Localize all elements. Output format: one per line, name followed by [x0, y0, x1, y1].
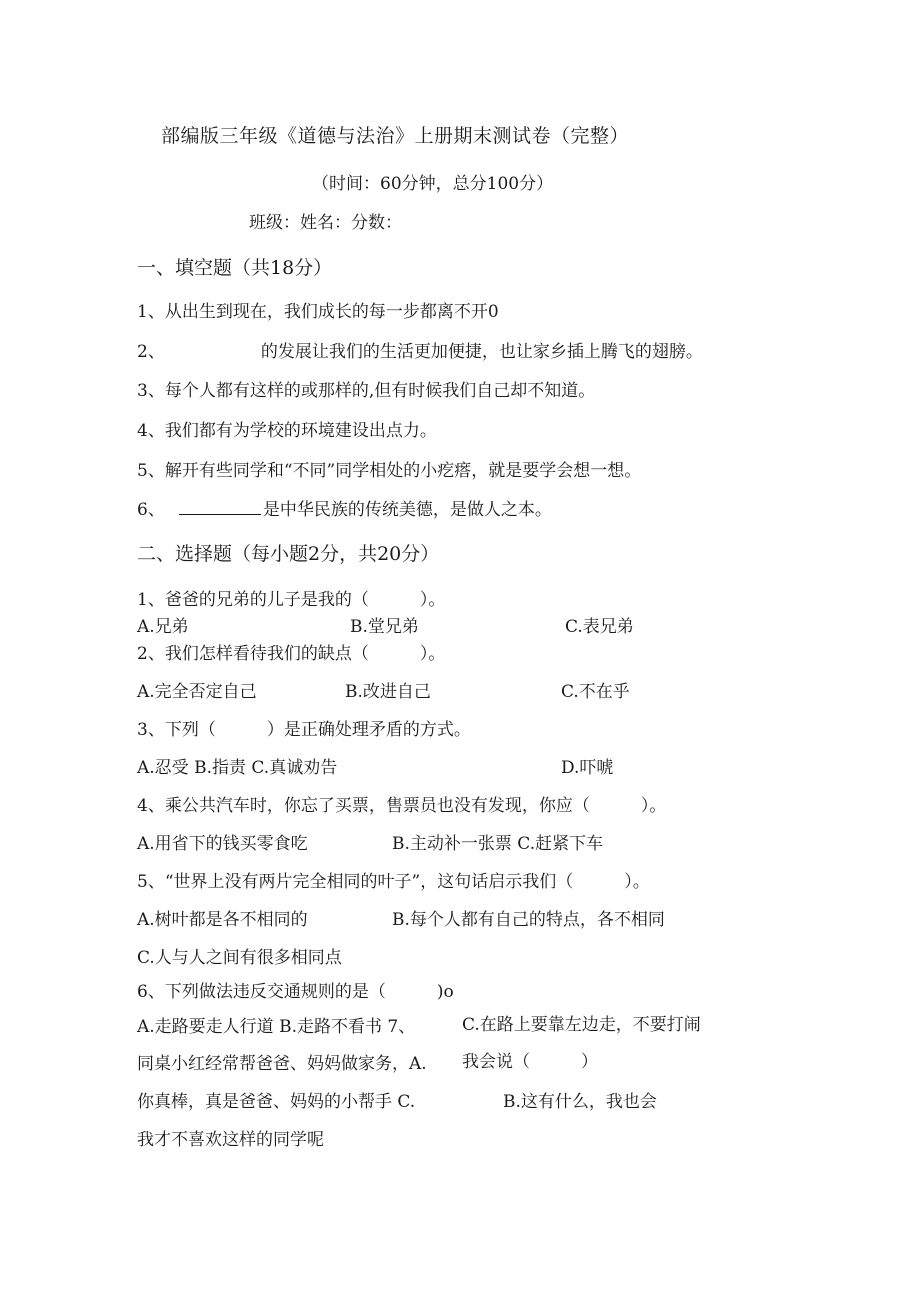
choice-question-3-option-d: D.吓唬: [561, 758, 614, 778]
choice-question-7-option-c: 我才不喜欢这样的同学呢: [137, 1130, 324, 1150]
section-heading-fill-blank: 一、填空题（共18分）: [137, 257, 333, 279]
fill-question-1: 1、从出生到现在，我们成长的每一步都离不开0: [137, 302, 499, 322]
fill-question-6-blank: [179, 498, 261, 515]
choice-question-1-option-c: C.表兄弟: [565, 617, 634, 637]
choice-question-7-option-b: B.这有什么，我也会: [503, 1092, 657, 1112]
section-heading-multiple-choice: 二、选择题（每小题2分，共20分）: [137, 543, 440, 565]
fill-question-6-number: 6、: [137, 500, 165, 520]
choice-question-6-options-ab: A.走路要走人行道 B.走路不看书 7、: [137, 1017, 416, 1037]
fill-question-3: 3、每个人都有这样的或那样的,但有时候我们自己却不知道。: [137, 381, 596, 401]
choice-question-1-option-b: B.堂兄弟: [350, 617, 419, 637]
choice-question-5: 5、“世界上没有两片完全相同的叶子”，这句话启示我们（ ）。: [137, 872, 650, 892]
fill-question-5: 5、解开有些同学和“不同”同学相处的小疙瘩，就是要学会想一想。: [137, 461, 642, 481]
choice-question-5-option-a: A.树叶都是各不相同的: [137, 910, 308, 930]
choice-question-4-options-bc: B.主动补一张票 C.赶紧下车: [392, 834, 604, 854]
fill-question-2: [137, 340, 703, 364]
fill-question-6-text: 是中华民族的传统美德，是做人之本。: [262, 500, 552, 520]
choice-question-6-option-c: C.在路上要靠左边走，不要打闹: [462, 1015, 701, 1035]
choice-question-1: 1、爸爸的兄弟的儿子是我的（ ）。: [137, 590, 446, 610]
choice-question-2: 2、我们怎样看待我们的缺点（ ）。: [137, 644, 446, 664]
student-info-line: 班级：姓名：分数：: [249, 213, 402, 233]
exam-duration: （时间：60分钟，总分100分）: [312, 174, 554, 194]
fill-question-2-number: 2、: [137, 342, 165, 362]
choice-question-2-option-a: A.完全否定自己: [137, 682, 257, 702]
choice-question-7-stem: 同桌小红经常帮爸爸、妈妈做家务，A.: [137, 1054, 427, 1074]
choice-question-1-option-a: A.兄弟: [137, 617, 189, 637]
choice-question-4: 4、乘公共汽车时，你忘了买票，售票员也没有发现，你应（ ）。: [137, 796, 667, 816]
choice-question-6: 6、下列做法违反交通规则的是（ )o: [137, 982, 454, 1002]
choice-question-4-option-a: A.用省下的钱买零食吃: [137, 834, 308, 854]
choice-question-7-option-a: 你真棒，真是爸爸、妈妈的小帮手 C.: [137, 1092, 416, 1112]
page-title: 部编版三年级《道德与法治》上册期末测试卷（完整）: [161, 125, 630, 147]
choice-question-2-option-c: C.不在乎: [561, 682, 630, 702]
choice-question-5-option-b: B.每个人都有自己的特点，各不相同: [392, 910, 665, 930]
fill-question-4: 4、我们都有为学校的环境建设出点力。: [137, 421, 437, 441]
choice-question-2-option-b: B.改进自己: [345, 682, 431, 702]
choice-question-3: 3、下列（ ）是正确处理矛盾的方式。: [137, 720, 471, 740]
choice-question-3-options-abc: A.忍受 B.指责 C.真诚劝告: [137, 758, 338, 778]
choice-question-5-option-c: C.人与人之间有很多相同点: [137, 948, 342, 968]
fill-question-6: [137, 498, 552, 522]
choice-question-7-prompt: 我会说（ ）: [462, 1052, 598, 1072]
fill-question-2-text: 的发展让我们的生活更加便捷，也让家乡插上腾飞的翅膀。: [260, 342, 703, 362]
